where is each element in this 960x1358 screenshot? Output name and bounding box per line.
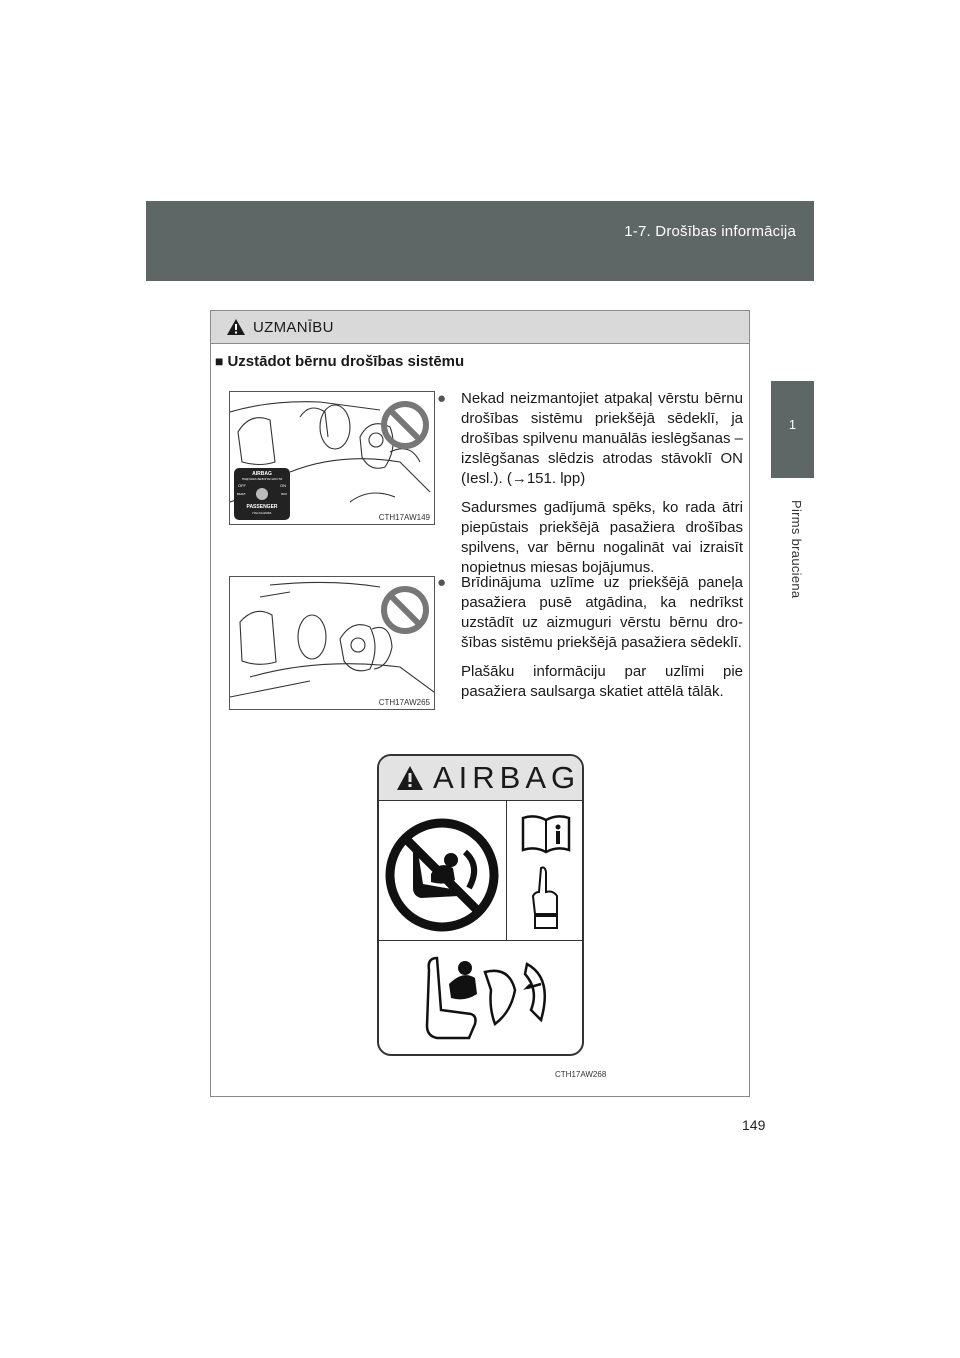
figure-rear-facing-seat-airbag-on — [229, 391, 435, 525]
switch-on-label: ON — [280, 483, 286, 488]
caution-title: UZMANĪBU — [253, 318, 334, 336]
bullet-item — [437, 573, 743, 711]
page-number: 149 — [742, 1117, 766, 1133]
bullet-paragraph: Nekad neizmantojiet atpakaļ vērstu bērnu drošības sistēmu priekšējā sēdeklī, ja drošības spilvenu manuālās ieslēgšanas – izslēgšanas slēdzis atrodas stāvoklī ON (Iesl.). (→151. lpp) — [461, 390, 743, 487]
subheading-text: Uzstādot bērnu drošības sistēmu — [227, 353, 465, 370]
chapter-tab — [771, 381, 814, 478]
warning-icon — [397, 766, 423, 790]
airbag-deployment-icon — [419, 950, 559, 1046]
switch-label-small: ПОДУШКА БЕЗОПАСНОСТИ — [241, 477, 283, 481]
prohibition-icon — [380, 400, 430, 450]
switch-on-local: ВКЛ — [281, 492, 287, 496]
airbag-label-header — [379, 756, 582, 801]
bullet-paragraph: Brīdinājuma uzlīme uz priekšējā paneļa pasažiera pusē atgādina, ka nedrīkst uzstādīt uz aizmuguri vērstu bērnu drošības sistēmu priekšējā pasažiera sēdeklī. — [461, 574, 743, 651]
bullet-dot-icon: ● — [437, 574, 447, 591]
warning-icon — [227, 319, 245, 335]
switch-passenger-local: ПАССАЖИРА — [252, 511, 272, 515]
airbag-label-middle — [379, 800, 582, 941]
prohibition-icon — [380, 585, 430, 635]
switch-label-top: AIRBAG — [252, 471, 272, 477]
chapter-number: 1 — [788, 417, 797, 432]
switch-passenger-label: PASSENGER — [246, 504, 278, 510]
bullet-dot-icon: ● — [437, 390, 447, 407]
hand-pointing-icon — [529, 866, 563, 932]
chapter-title: Pirms brauciena — [789, 500, 804, 599]
airbag-label-title: AIRBAG — [433, 760, 581, 795]
airbag-warning-label — [377, 754, 584, 1056]
caution-box — [210, 310, 750, 1097]
label-divider — [506, 800, 507, 940]
square-bullet-icon: ■ — [215, 353, 224, 369]
label-code: CTH17AW268 — [555, 1070, 607, 1079]
no-rear-facing-seat-icon — [383, 816, 501, 934]
bullet-item — [437, 389, 743, 587]
section-title: 1-7. Drošības informācija — [624, 223, 796, 240]
manual-info-icon — [521, 814, 571, 854]
bullet-paragraph: Sadursmes gadījumā spēks, ko rada ātri piepūstais priekšējā pasažiera drošības spilvens, var bērnu nogalināt vai izraisīt nopietnus miesas bojājumus. — [461, 499, 743, 576]
figure-code: CTH17AW149 — [378, 513, 430, 522]
subheading — [215, 353, 464, 370]
switch-off-label: OFF — [238, 483, 246, 488]
airbag-switch-panel — [234, 468, 290, 520]
header-band — [146, 201, 814, 281]
bullet-paragraph: Plašāku informāciju par uzlīmi pie pasažiera saulsarga skatiet attēlā tālāk. — [461, 663, 743, 700]
caution-header — [211, 311, 749, 344]
switch-off-local: ВЫКЛ — [237, 492, 246, 496]
figure-code: CTH17AW265 — [378, 698, 430, 707]
figure-rear-facing-seat-front-passenger — [229, 576, 435, 710]
